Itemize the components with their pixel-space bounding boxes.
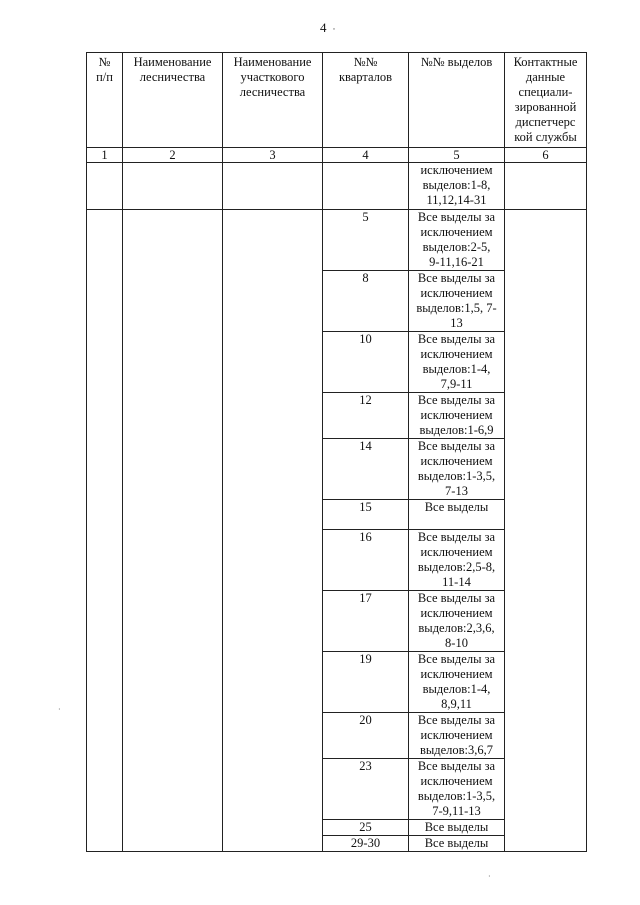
header-quarters: №№ кварталов — [323, 53, 409, 148]
quarter-cell: 29-30 — [323, 836, 409, 852]
allotments-cell: Все выделы за исключением выделов:1-4, 8,9,11 — [409, 652, 505, 713]
empty-cell — [223, 163, 323, 210]
header-contacts: Контактные данные специали- зированной диспетчерс кой службы — [505, 53, 587, 148]
allotments-cell: Все выделы за исключением выделов:1,5, 7- 13 — [409, 271, 505, 332]
quarter-cell: 8 — [323, 271, 409, 332]
empty-cell — [505, 163, 587, 210]
quarter-cell: 23 — [323, 759, 409, 820]
quarter-cell: 5 — [323, 210, 409, 271]
quarter-cell: 16 — [323, 530, 409, 591]
quarter-cell: 14 — [323, 439, 409, 500]
quarter-cell: 17 — [323, 591, 409, 652]
empty-cell — [123, 163, 223, 210]
column-number: 6 — [505, 148, 587, 163]
column-number: 2 — [123, 148, 223, 163]
empty-cell — [505, 210, 587, 852]
quarter-cell: 12 — [323, 393, 409, 439]
header-row — [87, 53, 587, 148]
allotments-cell: Все выделы — [409, 500, 505, 530]
allotments-cell: Все выделы за исключением выделов:1-6,9 — [409, 393, 505, 439]
quarter-cell: 10 — [323, 332, 409, 393]
empty-cell — [87, 210, 123, 852]
page-number-mark: · — [332, 24, 336, 35]
allotments-cell: Все выделы за исключением выделов:2,3,6, 8-10 — [409, 591, 505, 652]
empty-cell — [223, 210, 323, 852]
empty-cell — [87, 163, 123, 210]
column-number: 3 — [223, 148, 323, 163]
header-forestry: Наименование лесничества — [123, 53, 223, 148]
empty-cell — [123, 210, 223, 852]
quarter-cell: 19 — [323, 652, 409, 713]
allotments-table — [86, 52, 587, 852]
header-district-forestry: Наименование участкового лесничества — [223, 53, 323, 148]
allotments-cell: Все выделы за исключением выделов:2-5, 9-11,16-21 — [409, 210, 505, 271]
allotments-cell: исключением выделов:1-8, 11,12,14-31 — [409, 163, 505, 210]
quarter-cell — [323, 163, 409, 210]
column-number: 5 — [409, 148, 505, 163]
scan-mark: · — [58, 705, 61, 714]
allotments-cell: Все выделы за исключением выделов:3,6,7 — [409, 713, 505, 759]
header-number: № п/п — [87, 53, 123, 148]
quarter-cell: 20 — [323, 713, 409, 759]
allotments-cell: Все выделы — [409, 836, 505, 852]
page-number — [320, 20, 336, 36]
allotments-cell: Все выделы — [409, 820, 505, 836]
table-row — [87, 210, 587, 271]
quarter-cell: 25 — [323, 820, 409, 836]
scan-mark: · — [488, 872, 491, 881]
continuation-row — [87, 163, 587, 210]
allotments-cell: Все выделы за исключением выделов:1-3,5, 7-13 — [409, 439, 505, 500]
quarter-cell: 15 — [323, 500, 409, 530]
column-number-row — [87, 148, 587, 163]
allotments-cell: Все выделы за исключением выделов:1-3,5, 7-9,11-13 — [409, 759, 505, 820]
page-number-value: 4 — [320, 20, 327, 35]
header-allotments: №№ выделов — [409, 53, 505, 148]
column-number: 4 — [323, 148, 409, 163]
column-number: 1 — [87, 148, 123, 163]
allotments-cell: Все выделы за исключением выделов:1-4, 7,9-11 — [409, 332, 505, 393]
allotments-cell: Все выделы за исключением выделов:2,5-8, 11-14 — [409, 530, 505, 591]
